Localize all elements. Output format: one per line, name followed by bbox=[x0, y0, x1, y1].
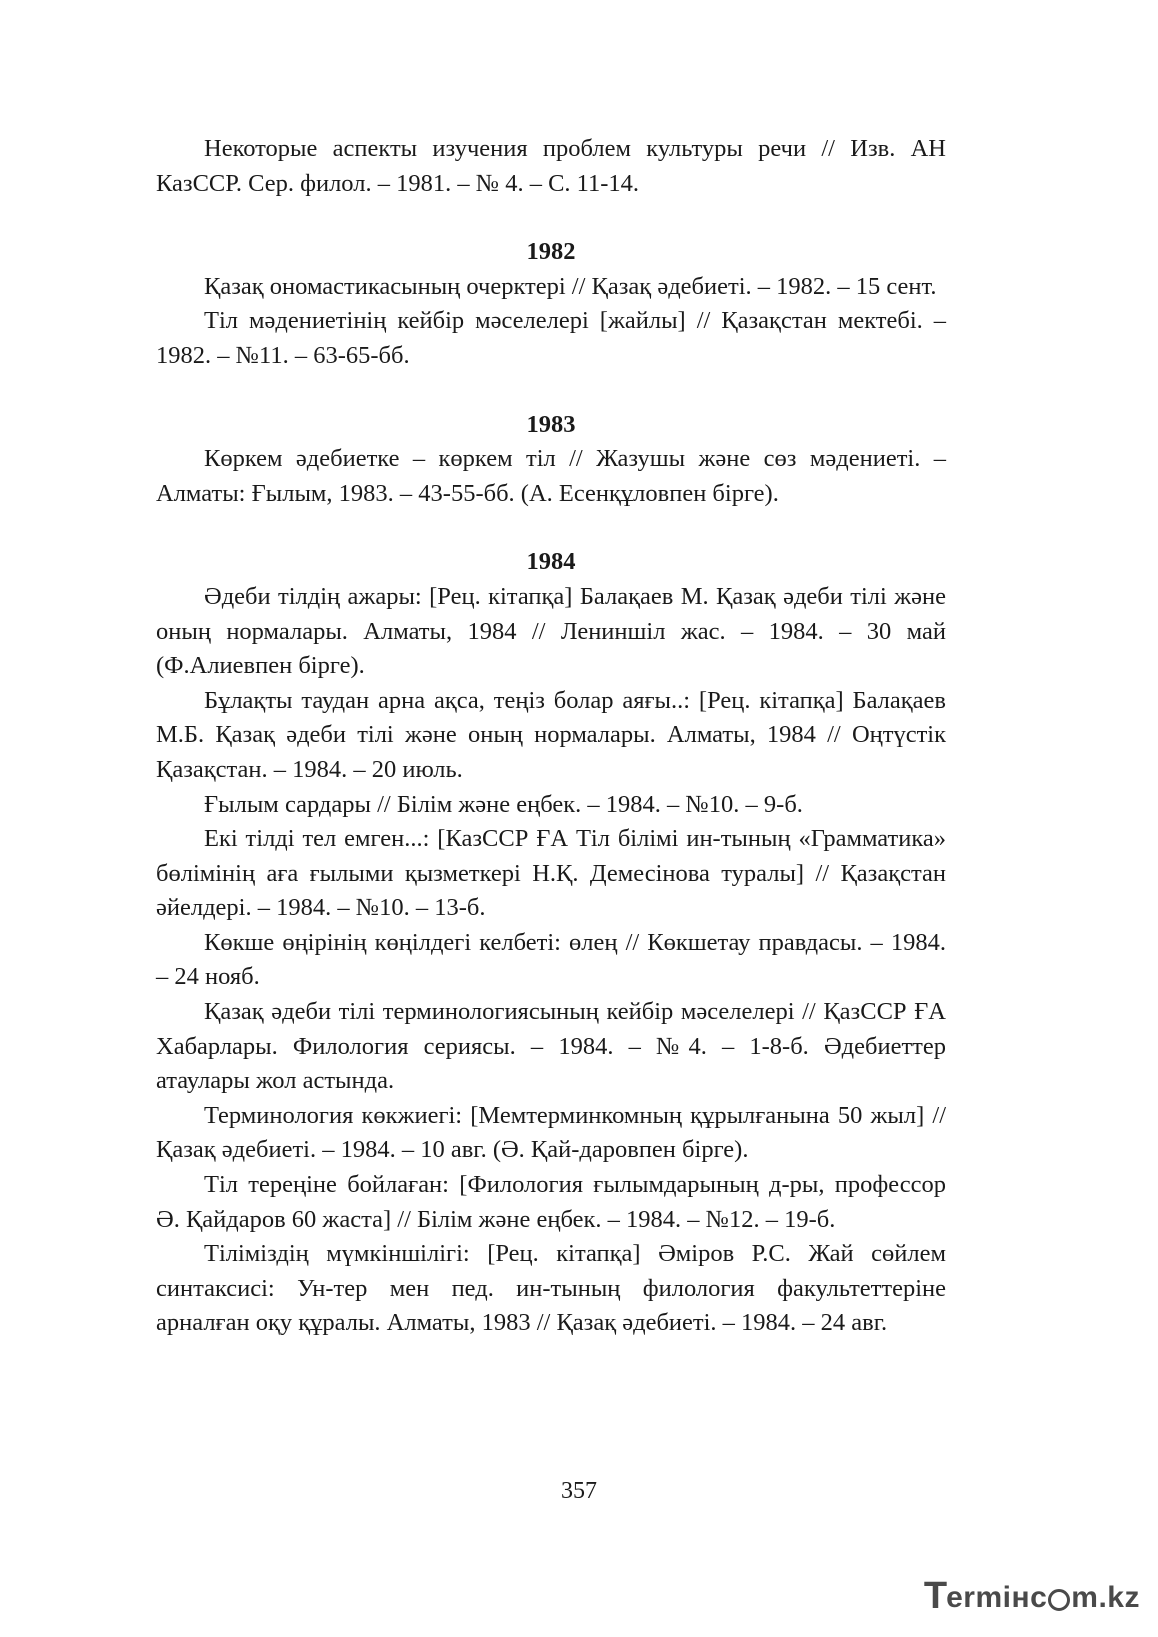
bibliography-entry: Көркем әдебиетке – көркем тіл // Жазушы және сөз мәдениеті. – Алматы: Ғылым, 1983. – 43-55-бб. (А. Есенқұловпен бірге). bbox=[156, 445, 946, 507]
bibliography-entry: Әдеби тілдің ажары: [Рец. кітапқа] Балақаев М. Қазақ әдеби тілі және оның нормалары. Алматы, 1984 // Лениншіл жас. – 1984. – 30 май (Ф.Алиевпен бірге). bbox=[156, 582, 946, 680]
bibliography-entry: Некоторые аспекты изучения проблем культуры речи // Изв. АН КазССР. Сер. филол. – 1981. – № 4. – С. 11-14. bbox=[156, 135, 946, 197]
watermark-text-part1: ermінc bbox=[946, 1581, 1048, 1614]
bibliography-entry: Ғылым сардары // Білім және еңбек. – 1984. – №10. – 9-б. bbox=[204, 790, 803, 818]
bibliography-entry: Қазақ әдеби тілі терминологиясының кейбір мәселелері // ҚазССР ҒА Хабарлары. Филология сериясы. – 1984. – №4. – 1-8-б. Әдебиеттер атаулары жол астында. bbox=[156, 998, 946, 1095]
bibliography-entry: Тіл мәдениетінің кейбір мәселелері [жайлы] // Қазақстан мектебі. – 1982. – №11. – 63-65-бб. bbox=[156, 307, 946, 369]
year-heading: 1982 bbox=[526, 238, 576, 266]
bibliography-entry: Қазақ ономастикасының очерктері // Қазақ әдебиеті. – 1982. – 15 сент. bbox=[204, 272, 937, 300]
bibliography-entry: Екі тілді тел емген...: [КазССР ҒА Тіл білімі ин-тының «Грамматика» бөлімінің аға ғылыми қызметкері Н.Қ. Демесінова туралы] // Қазақстан әйелдері. – 1984. – №10. – 13-б. bbox=[156, 825, 946, 922]
watermark-o-ring-icon bbox=[1048, 1589, 1070, 1611]
terminkom-watermark-logo bbox=[924, 1575, 1140, 1615]
watermark-letter-t: T bbox=[923, 1575, 947, 1617]
bibliography-entry: Бұлақты таудан арна ақса, теңіз болар аяғы..: [Рец. кітапқа] Балақаев М.Б. Қазақ әдеби тілі және оның нормалары. Алматы, 1984 // Оңтүстік Қазақстан. – 1984. – 20 июль. bbox=[156, 686, 946, 783]
year-heading: 1984 bbox=[526, 548, 576, 576]
bibliography-entry: Тіліміздің мүмкіншілігі: [Рец. кітапқа] Әміров Р.С. Жай сөйлем синтаксисі: Ун-тер мен пед. ин-тының филология факультеттеріне арналған оқу құралы. Алматы, 1983 // Қазақ әдебиеті. – 1984. – 24 авг. bbox=[156, 1240, 946, 1337]
bibliography-entry: Терминология көкжиегі: [Мемтерминкомның құрылғанына 50 жыл] // Қазақ әдебиеті. – 1984. – 10 авг. (Ә. Қай-даровпен бірге). bbox=[156, 1101, 946, 1164]
page-number: 357 bbox=[561, 1478, 597, 1504]
year-heading: 1983 bbox=[526, 410, 576, 438]
bibliography-entry: Тіл тереңіне бойлаған: [Филология ғылымдарының д-ры, профессор Ә. Қайдаров 60 жаста] // Білім және еңбек. – 1984. – №12. – 19-б. bbox=[156, 1171, 946, 1233]
bibliography-entry: Көкше өңірінің көңілдегі келбеті: өлең // Көкшетау правдасы. – 1984. – 24 нояб. bbox=[156, 928, 946, 991]
page-body bbox=[156, 132, 946, 1341]
watermark-text-part2: m.kz bbox=[1071, 1581, 1140, 1614]
